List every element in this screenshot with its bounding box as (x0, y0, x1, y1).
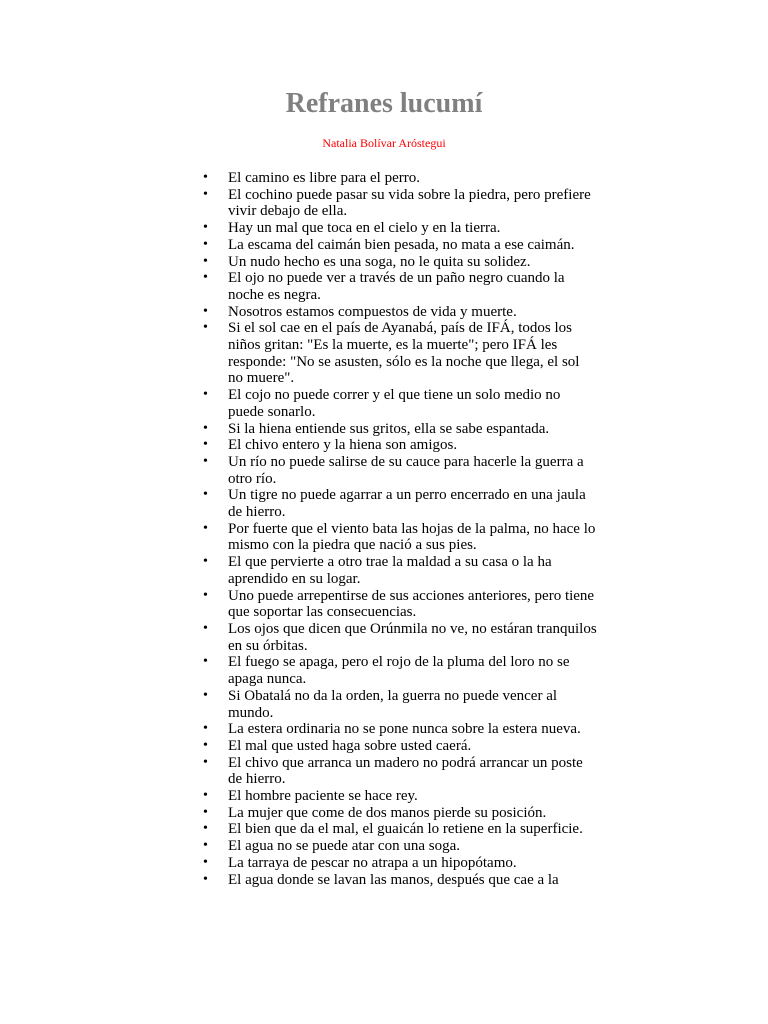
proverb-item: • Un nudo hecho es una soga, no le quita su solidez. (228, 254, 598, 271)
proverb-item: • El chivo que arranca un madero no podrá arrancar un poste de hierro. (228, 755, 598, 788)
proverb-item: • El agua donde se lavan las manos, después que cae a la (228, 872, 598, 889)
proverb-item: • La escama del caimán bien pesada, no mata a ese caimán. (228, 237, 598, 254)
author-name: Natalia Bolívar Aróstegui (322, 136, 446, 150)
proverb-item: • El bien que da el mal, el guaicán lo retiene en la superficie. (228, 821, 598, 838)
proverb-item: • Uno puede arrepentirse de sus acciones anteriores, pero tiene que soportar las consecuencias. (228, 588, 598, 621)
proverb-item: • El mal que usted haga sobre usted caerá. (228, 738, 598, 755)
proverb-item: • El agua no se puede atar con una soga. (228, 838, 598, 855)
page-title: Refranes lucumí (285, 88, 483, 119)
proverb-item: • El cojo no puede correr y el que tiene un solo medio no puede sonarlo. (228, 387, 598, 420)
proverb-item: • El chivo entero y la hiena son amigos. (228, 437, 598, 454)
proverb-item: • Por fuerte que el viento bata las hojas de la palma, no hace lo mismo con la piedra que nació a sus pies. (228, 521, 598, 554)
proverb-item: • Si la hiena entiende sus gritos, ella se sabe espantada. (228, 421, 598, 438)
proverb-item: • El cochino puede pasar su vida sobre la piedra, pero prefiere vivir debajo de ella. (228, 187, 598, 220)
proverb-item: • La estera ordinaria no se pone nunca sobre la estera nueva. (228, 721, 598, 738)
proverb-item: • La tarraya de pescar no atrapa a un hipopótamo. (228, 855, 598, 872)
proverb-item: • La mujer que come de dos manos pierde su posición. (228, 805, 598, 822)
proverb-item: • El hombre paciente se hace rey. (228, 788, 598, 805)
proverb-item: • Hay un mal que toca en el cielo y en la tierra. (228, 220, 598, 237)
proverb-item: • Un tigre no puede agarrar a un perro encerrado en una jaula de hierro. (228, 487, 598, 520)
proverb-item: • El fuego se apaga, pero el rojo de la pluma del loro no se apaga nunca. (228, 654, 598, 687)
proverb-item: • El ojo no puede ver a través de un paño negro cuando la noche es negra. (228, 270, 598, 303)
proverb-item: • El camino es libre para el perro. (228, 170, 598, 187)
proverb-item: • Un río no puede salirse de su cauce para hacerle la guerra a otro río. (228, 454, 598, 487)
proverb-item: • Nosotros estamos compuestos de vida y muerte. (228, 304, 598, 321)
proverb-item: • Si Obatalá no da la orden, la guerra no puede vencer al mundo. (228, 688, 598, 721)
proverb-list (228, 170, 598, 888)
proverb-item: • Si el sol cae en el país de Ayanabá, país de IFÁ, todos los niños gritan: "Es la muerte, es la muerte"; pero IFÁ les responde: "No se asusten, sólo es la noche que llega, el sol no muere". (228, 320, 598, 387)
proverb-item: • El que pervierte a otro trae la maldad a su casa o la ha aprendido en su logar. (228, 554, 598, 587)
proverb-item: • Los ojos que dicen que Orúnmila no ve, no estáran tranquilos en su órbitas. (228, 621, 598, 654)
